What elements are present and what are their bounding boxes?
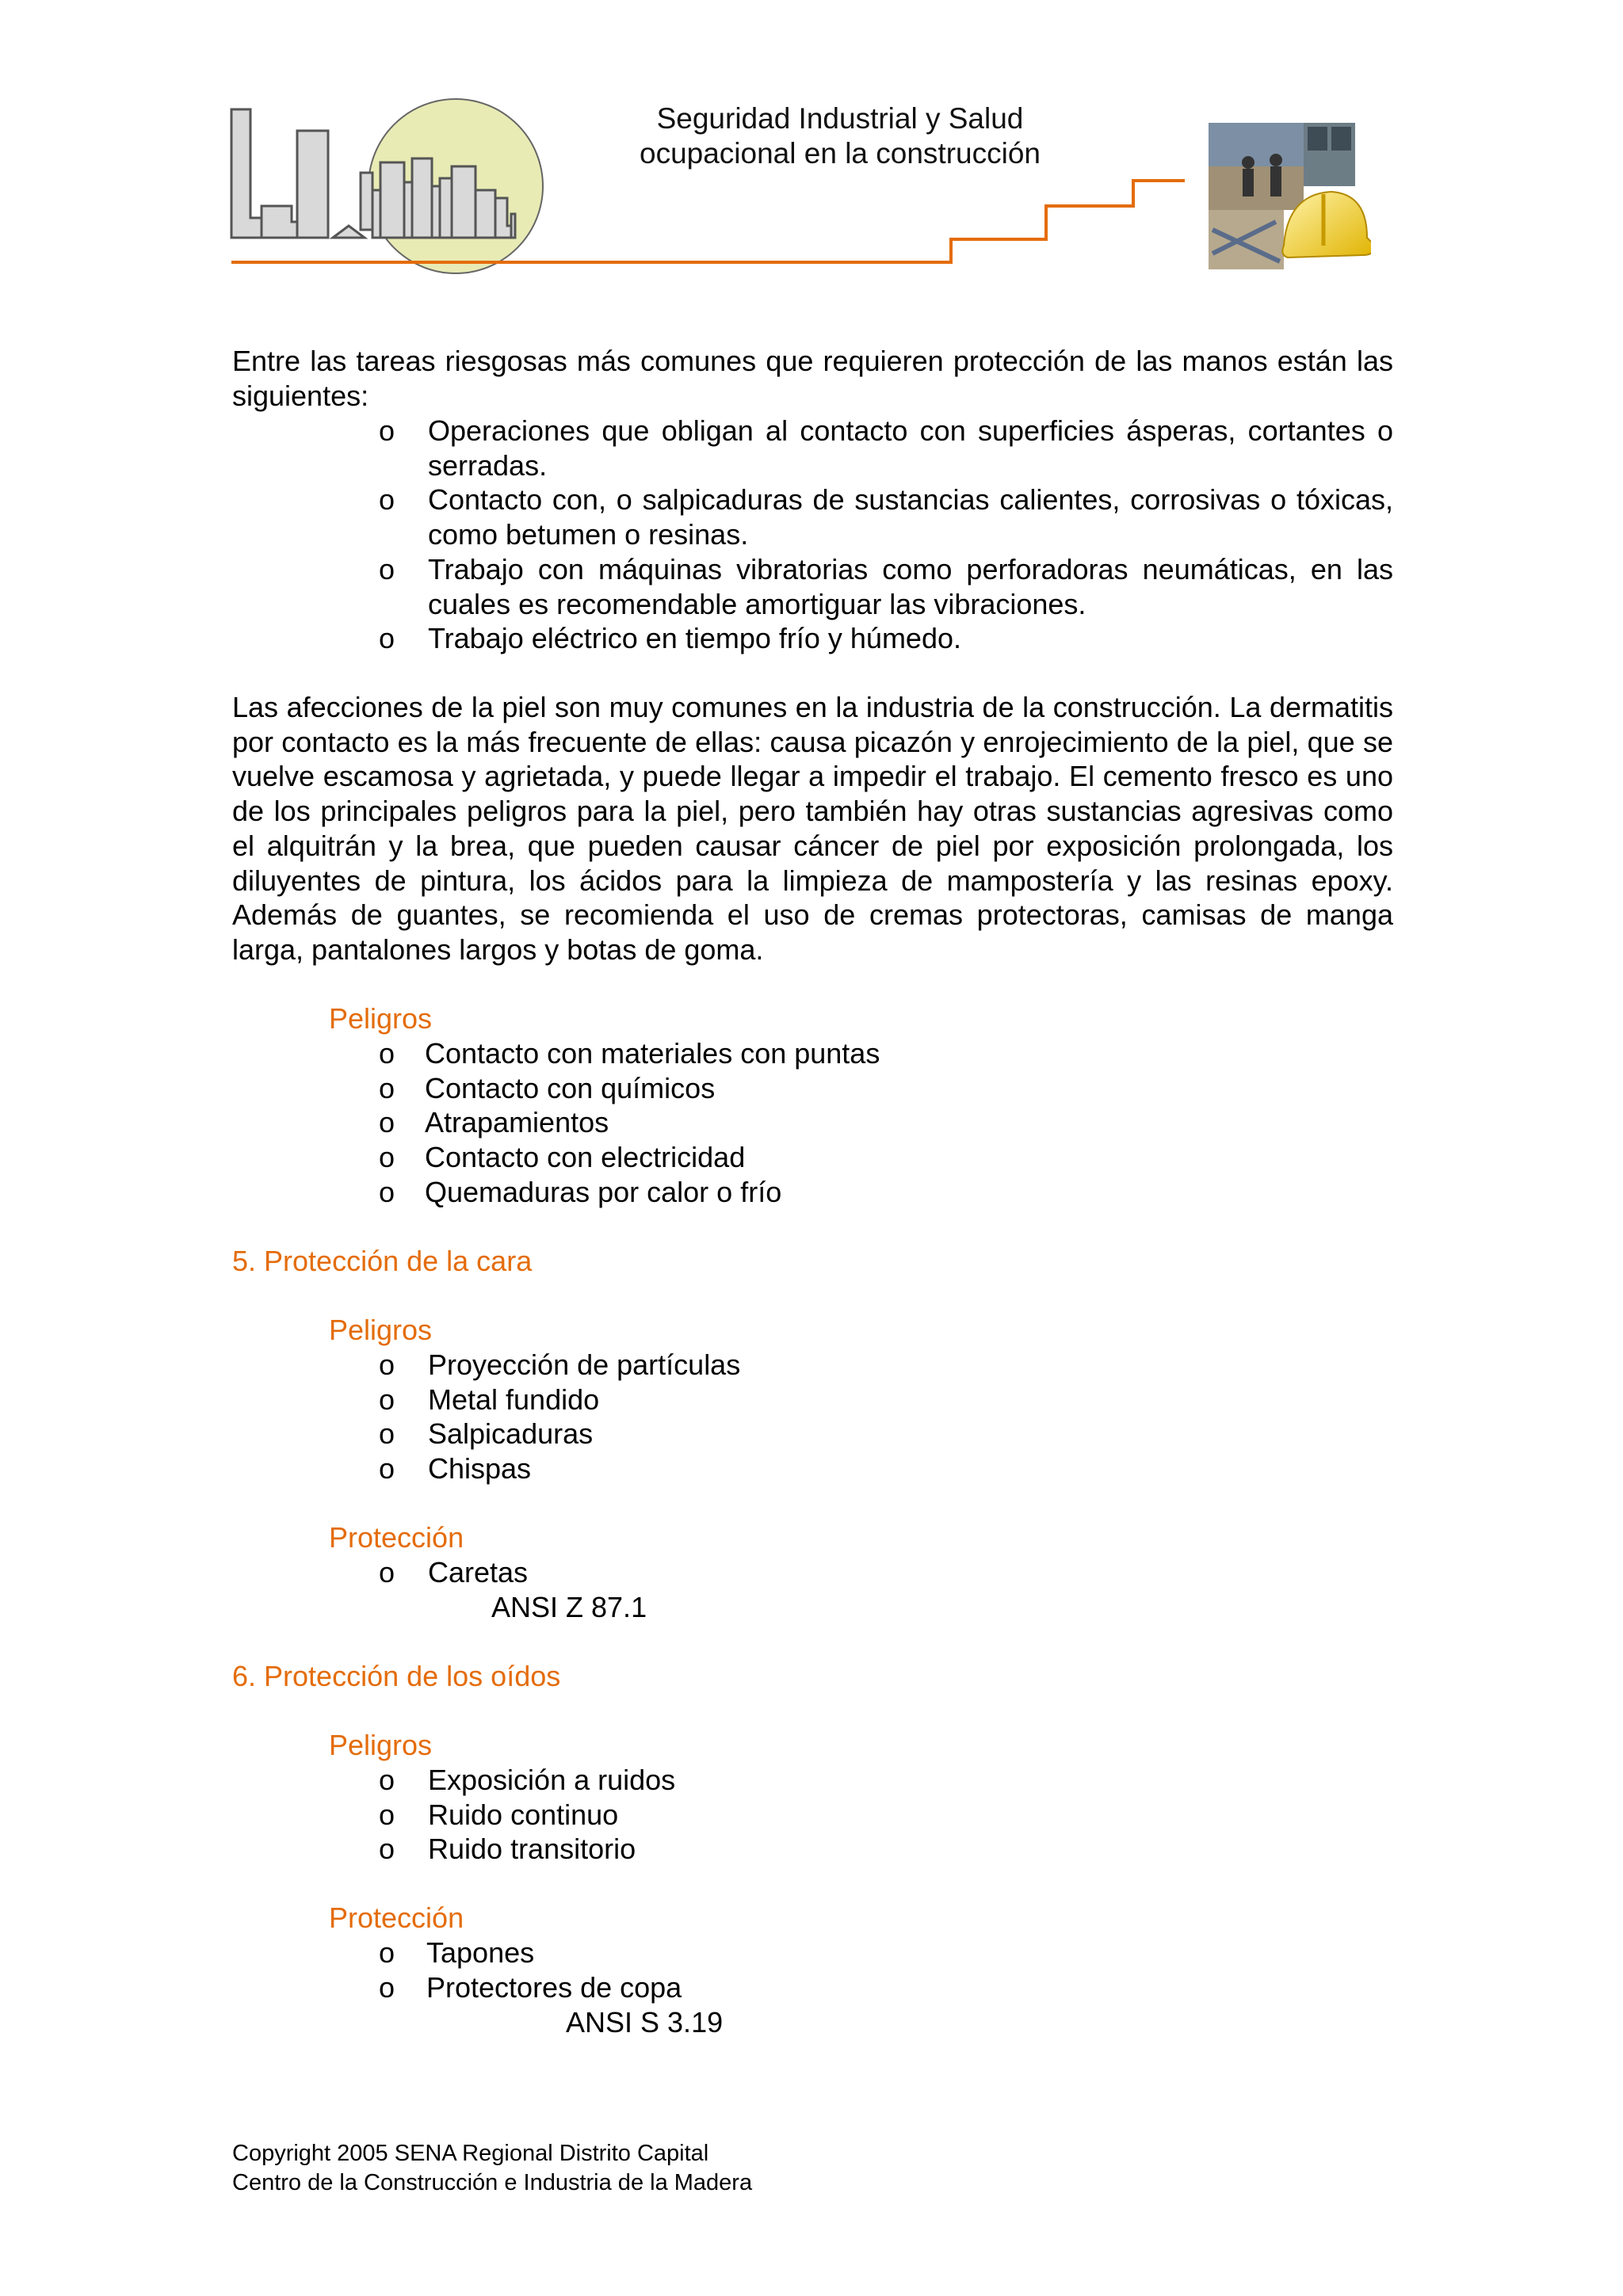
list-item (379, 1763, 675, 1798)
header-title-line-2: ocupacional en la construcción (640, 137, 1041, 170)
face-hazards-list (379, 1348, 740, 1486)
bullet-icon: o (379, 1798, 395, 1831)
list-item (379, 1383, 740, 1417)
bullet-icon: o (379, 1106, 395, 1139)
list-item-text: Contacto con químicos (425, 1071, 716, 1104)
bullet-icon: o (379, 1970, 395, 2004)
section-5-title: 5. Protección de la cara (232, 1245, 533, 1277)
list-item (379, 1348, 740, 1383)
header-title-line-1: Seguridad Industrial y Salud (656, 102, 1024, 135)
bullet-icon: o (379, 1037, 395, 1070)
bullet-icon: o (379, 483, 395, 517)
list-item-text: Quemaduras por calor o frío (425, 1175, 782, 1208)
document-header-title (618, 101, 1062, 171)
bullet-icon: o (379, 414, 395, 447)
face-hazards-heading: Peligros (329, 1314, 433, 1346)
list-item (379, 1071, 880, 1106)
list-item-text: Trabajo eléctrico en tiempo frío y húmedo. (428, 622, 961, 655)
list-item-text: Caretas (428, 1556, 529, 1589)
list-item (379, 1036, 880, 1071)
bullet-icon: o (379, 1417, 395, 1451)
bullet-icon: o (379, 1141, 395, 1174)
footer-institution: Centro de la Construcción e Industria de la Madera (232, 2170, 753, 2195)
list-item (379, 621, 1393, 656)
list-item (379, 1936, 682, 1970)
list-item (379, 1970, 682, 2005)
list-item-text: Atrapamientos (425, 1106, 609, 1139)
list-item-text: Contacto con electricidad (425, 1141, 746, 1174)
list-item (379, 482, 1393, 551)
section-6-title: 6. Protección de los oídos (232, 1660, 561, 1692)
list-item-text: Chispas (428, 1452, 532, 1486)
list-item (379, 1175, 880, 1210)
list-item-text: Trabajo con máquinas vibratorias como perforadoras neumáticas, en las cuales es recomendable amortiguar las vibraciones. (428, 552, 1393, 620)
intro-bullet-list (379, 414, 1393, 656)
construction-workers-photo-icon (1205, 119, 1371, 277)
bullet-icon: o (379, 1383, 395, 1416)
list-item (379, 1832, 675, 1867)
ear-standard: ANSI S 3.19 (566, 2006, 724, 2039)
ear-protection-heading: Protección (329, 1901, 464, 1934)
bullet-icon: o (379, 552, 395, 585)
face-protection-list (379, 1555, 528, 1590)
list-item (379, 1140, 880, 1175)
face-protection-heading: Protección (329, 1521, 464, 1554)
bullet-icon: o (379, 1175, 395, 1208)
hands-hazards-heading: Peligros (329, 1002, 433, 1035)
ear-hazards-heading: Peligros (329, 1729, 433, 1761)
list-item-text: Contacto con materiales con puntas (425, 1037, 880, 1070)
bullet-icon: o (379, 1764, 395, 1796)
list-item-text: Exposición a ruidos (428, 1764, 676, 1796)
list-item-text: Ruido transitorio (428, 1833, 636, 1866)
page-footer (232, 2139, 752, 2198)
intro-paragraph: Entre las tareas riesgosas más comunes que requieren protección de las manos están las siguientes: (232, 345, 1393, 412)
ear-hazards-list (379, 1763, 675, 1867)
list-item (379, 1798, 675, 1833)
skin-affections-paragraph: Las afecciones de la piel son muy comunes en la industria de la construcción. La dermatitis por contacto es la más frecuente de ellas: causa picazón y enrojecimiento de la piel, que se vuelve escamosa y agrietada, y puede llegar a impedir el trabajo. El cemento fresco es uno de los principales peligros para la piel, pero también hay otras sustancias agresivas como el alquitrán y la brea, que pueden causar cáncer de piel por exposición prolongada, los diluyentes de pintura, los ácidos para la limpieza de mampostería y las resinas epoxy. Además de guantes, se recomienda el uso de cremas protectoras, camisas de manga larga, pantalones largos y botas de goma. (232, 691, 1393, 966)
list-item-text: Protectores de copa (426, 1970, 682, 2004)
bullet-icon: o (379, 1071, 395, 1104)
bullet-icon: o (379, 1348, 395, 1381)
list-item-text: Metal fundido (428, 1383, 600, 1416)
bullet-icon: o (379, 1936, 395, 1969)
bullet-icon: o (379, 1833, 395, 1866)
list-item-text: Salpicaduras (428, 1417, 594, 1451)
list-item (379, 1451, 740, 1486)
ear-protection-list (379, 1936, 682, 2004)
face-standard: ANSI Z 87.1 (491, 1591, 647, 1623)
bullet-icon: o (379, 1556, 395, 1589)
list-item-text: Proyección de partículas (428, 1348, 741, 1381)
list-item (379, 1417, 740, 1451)
list-item-text: Operaciones que obligan al contacto con superficies ásperas, cortantes o serradas. (428, 414, 1393, 482)
list-item-text: Ruido continuo (428, 1798, 619, 1831)
list-item (379, 1105, 880, 1140)
hands-hazards-list (379, 1036, 880, 1210)
list-item-text: Tapones (426, 1936, 535, 1969)
bullet-icon: o (379, 1452, 395, 1486)
list-item (379, 1555, 528, 1590)
footer-copyright: Copyright 2005 SENA Regional Distrito Capital (232, 2141, 709, 2166)
bullet-icon: o (379, 622, 395, 655)
list-item-text: Contacto con, o salpicaduras de sustancias calientes, corrosivas o tóxicas, como betumen o resinas. (428, 483, 1393, 551)
list-item (379, 414, 1393, 482)
list-item (379, 552, 1393, 621)
